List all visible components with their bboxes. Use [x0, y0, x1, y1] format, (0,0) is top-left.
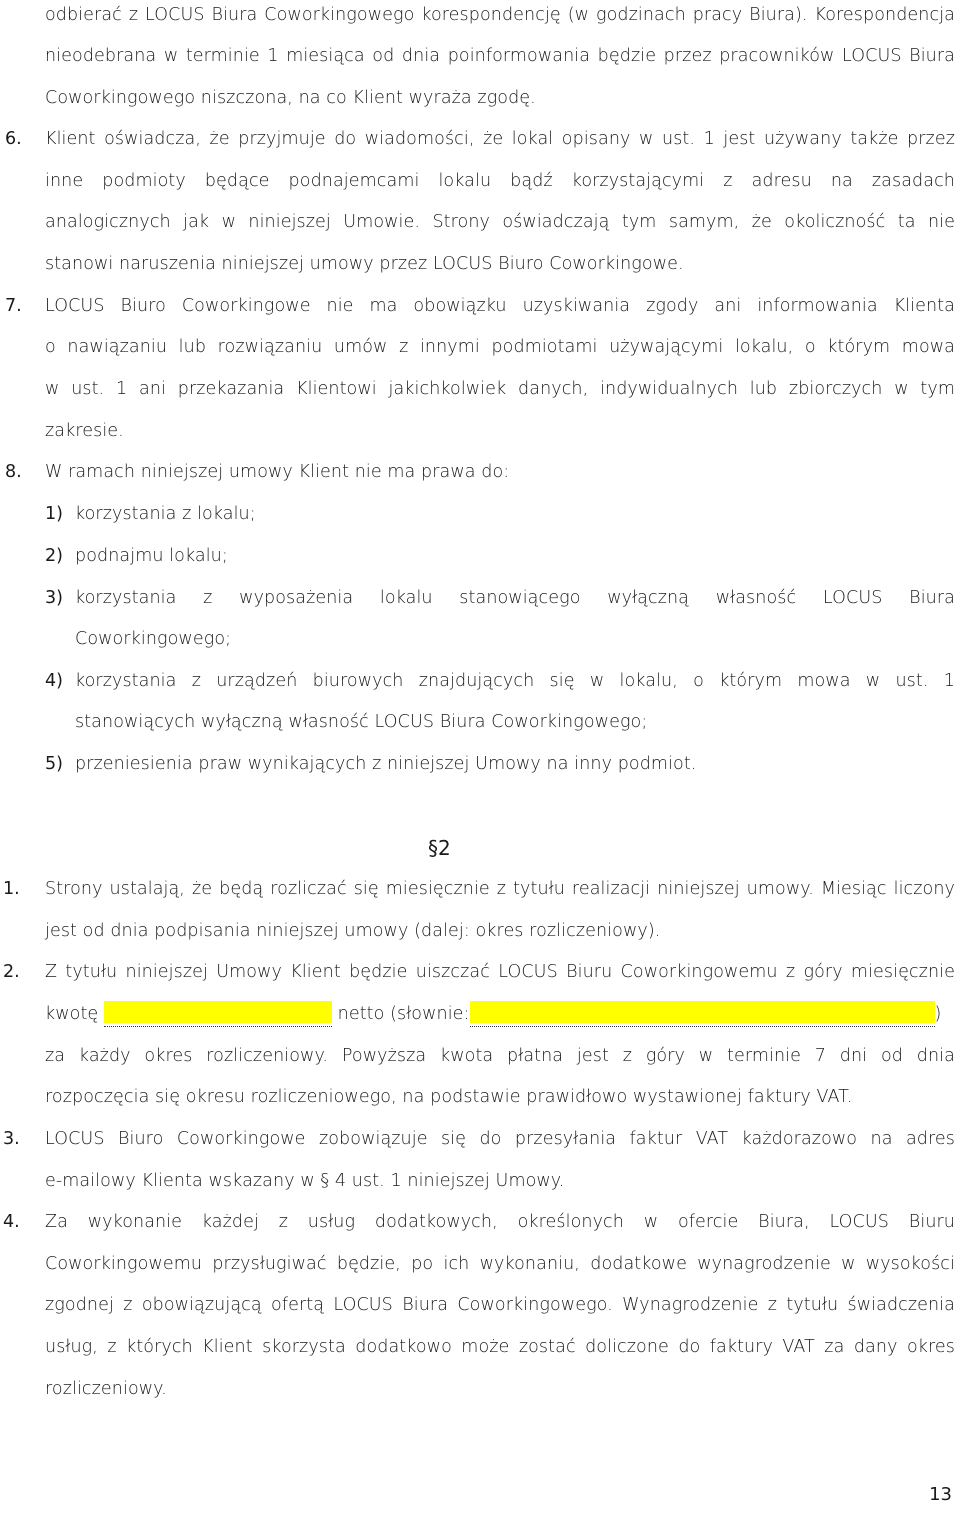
- paragraph-line: w ust. 1 ani przekazania Klientowi jakichkolwiek danych, indywidualnych lub zbiorczych w tym: [45, 379, 955, 399]
- paragraph-line: stanowi naruszenia niniejszej umowy przez LOCUS Biuro Coworkingowe.: [45, 254, 684, 274]
- list-number: 7.: [5, 296, 22, 316]
- sublist-number: 4): [45, 671, 63, 691]
- sublist-number: 2): [45, 546, 63, 566]
- list-number: 4.: [3, 1212, 20, 1232]
- paragraph-line: Coworkingowemu przysługiwać będzie, po ich wykonaniu, dodatkowe wynagrodzenie w wysokości: [45, 1254, 955, 1274]
- paragraph-line: Z tytułu niniejszej Umowy Klient będzie uiszczać LOCUS Biuru Coworkingowemu z góry miesięcznie: [45, 962, 955, 982]
- paragraph-line: e-mailowy Klienta wskazany w § 4 ust. 1 niniejszej Umowy.: [45, 1171, 565, 1191]
- section-heading: §2: [428, 836, 451, 860]
- sublist-line: podnajmu lokalu;: [75, 546, 228, 566]
- sublist-number: 3): [45, 588, 63, 608]
- sublist-number: 5): [45, 754, 63, 774]
- amount-words-blank-field[interactable]: [470, 1001, 935, 1023]
- closing-paren: ): [934, 1004, 942, 1024]
- paragraph-line: o nawiązaniu lub rozwiązaniu umów z innymi podmiotami używającymi lokalu, o którym mowa: [45, 337, 955, 357]
- amount-blank-field[interactable]: [104, 1001, 332, 1023]
- paragraph-line: zakresie.: [45, 421, 124, 441]
- paragraph-line: za każdy okres rozliczeniowy. Powyższa kwota płatna jest z góry w terminie 7 dni od dnia: [45, 1046, 955, 1066]
- sublist-number: 1): [45, 504, 63, 524]
- list-number: 2.: [3, 962, 20, 982]
- paragraph-line: zgodnej z obowiązującą ofertą LOCUS Biura Coworkingowego. Wynagrodzenie z tytułu świadczenia: [45, 1295, 955, 1315]
- page-number: 13: [929, 1484, 952, 1505]
- sublist-line: korzystania z lokalu;: [75, 504, 256, 524]
- amount-label: kwotę: [45, 1004, 99, 1024]
- paragraph-line: Coworkingowego niszczona, na co Klient wyraża zgodę.: [45, 88, 536, 108]
- paragraph-line: LOCUS Biuro Coworkingowe zobowiązuje się do przesyłania faktur VAT każdorazowo na adres: [45, 1129, 955, 1149]
- paragraph-line: usług, z których Klient skorzysta dodatkowo może zostać doliczone do faktury VAT za dany okres: [45, 1337, 955, 1357]
- paragraph-line: rozliczeniowy.: [45, 1379, 167, 1399]
- paragraph-line: Za wykonanie każdej z usług dodatkowych, określonych w ofercie Biura, LOCUS Biuru: [45, 1212, 955, 1232]
- paragraph-line: Klient oświadcza, że przyjmuje do wiadomości, że lokal opisany w ust. 1 jest używany także przez: [45, 129, 955, 149]
- paragraph-line: LOCUS Biuro Coworkingowe nie ma obowiązku uzyskiwania zgody ani informowania Klienta: [45, 296, 955, 316]
- paragraph-line: nieodebrana w terminie 1 miesiąca od dnia poinformowania będzie przez pracowników LOCUS Biura: [45, 46, 955, 66]
- sublist-line: korzystania z wyposażenia lokalu stanowiącego wyłączną własność LOCUS Biura: [75, 588, 955, 608]
- list-number: 6.: [5, 129, 22, 149]
- paragraph-line: Strony ustalają, że będą rozliczać się miesięcznie z tytułu realizacji niniejszej umowy. Miesiąc liczony: [45, 879, 955, 899]
- paragraph-line: jest od dnia podpisania niniejszej umowy (dalej: okres rozliczeniowy).: [45, 921, 661, 941]
- list-number: 1.: [3, 879, 20, 899]
- amount-words-label: netto (słownie:: [337, 1004, 470, 1024]
- sublist-line: przeniesienia praw wynikających z niniejszej Umowy na inny podmiot.: [75, 754, 697, 774]
- paragraph-line: inne podmioty będące podnajemcami lokalu bądź korzystającymi z adresu na zasadach: [45, 171, 955, 191]
- paragraph-line: rozpoczęcia się okresu rozliczeniowego, na podstawie prawidłowo wystawionej faktury VAT.: [45, 1087, 853, 1107]
- sublist-line: Coworkingowego;: [75, 629, 232, 649]
- sublist-line: stanowiących wyłączną własność LOCUS Biura Coworkingowego;: [75, 712, 648, 732]
- paragraph-line: odbierać z LOCUS Biura Coworkingowego korespondencję (w godzinach pracy Biura). Korespondencja: [45, 5, 955, 25]
- paragraph-line: W ramach niniejszej umowy Klient nie ma prawa do:: [45, 462, 510, 482]
- paragraph-line-with-blanks: [45, 993, 941, 1035]
- list-number: 3.: [3, 1129, 20, 1149]
- list-number: 8.: [5, 462, 22, 482]
- paragraph-line: analogicznych jak w niniejszej Umowie. Strony oświadczają tym samym, że okoliczność ta nie: [45, 212, 955, 232]
- sublist-line: korzystania z urządzeń biurowych znajdujących się w lokalu, o którym mowa w ust. 1: [75, 671, 955, 691]
